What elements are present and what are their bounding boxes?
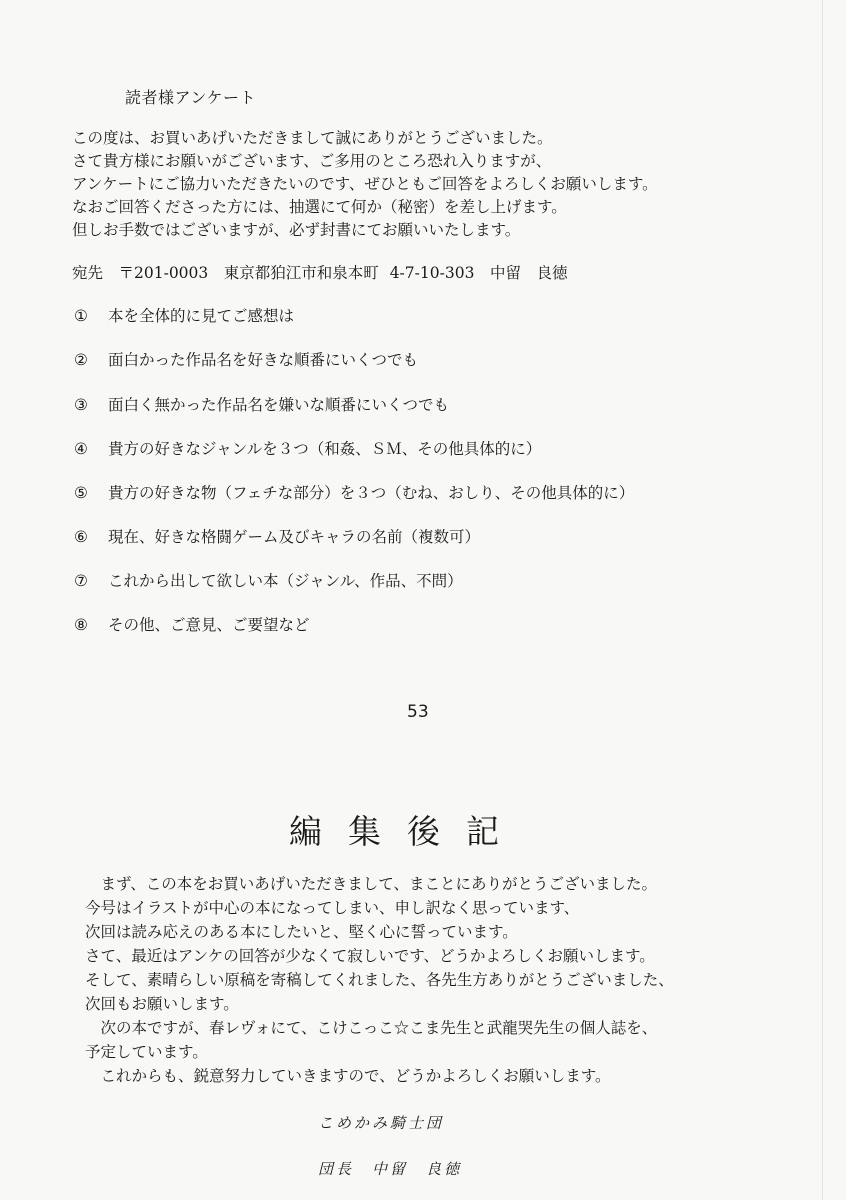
question-number: ② <box>74 351 88 369</box>
question-text: 現在、好きな格闘ゲーム及びキャラの名前（複数可） <box>108 528 481 546</box>
survey-intro <box>72 127 658 242</box>
page-number: 53 <box>407 702 429 722</box>
question-text: その他、ご意見、ご要望など <box>108 616 310 634</box>
question-item <box>74 348 418 370</box>
afterword-line: そして、素晴らしい原稿を寄稿してくれました、各先生方ありがとうございました、 <box>85 971 674 989</box>
question-item <box>74 525 480 547</box>
question-item <box>74 393 449 415</box>
signature-group: こめかみ騎士団 <box>318 1114 445 1132</box>
afterword-title: 編集後記 <box>289 812 525 851</box>
signature-name: 団長 中留 良徳 <box>318 1160 463 1178</box>
afterword-line: 予定しています。 <box>85 1043 208 1061</box>
mailing-address: 宛先 〒201-0003 東京都狛江市和泉本町 4-7-10-303 中留 良徳 <box>72 264 568 282</box>
question-item <box>74 437 541 459</box>
question-item <box>74 613 310 635</box>
question-number: ① <box>74 307 88 325</box>
question-number: ⑦ <box>74 572 88 590</box>
question-number: ④ <box>74 440 88 458</box>
question-number: ③ <box>74 396 88 414</box>
afterword-line: これからも、鋭意努力していきますので、どうかよろしくお願いします。 <box>85 1067 611 1085</box>
afterword-line: 次の本ですが、春レヴォにて、こけこっこ☆こま先生と武龍哭先生の個人誌を、 <box>85 1019 658 1037</box>
intro-line: さて貴方様にお願いがございます、ご多用のところ恐れ入りますが、 <box>72 152 552 170</box>
question-text: 面白かった作品名を好きな順番にいくつでも <box>108 351 419 369</box>
intro-line: アンケートにご協力いただきたいのです、ぜひともご回答をよろしくお願いします。 <box>72 175 658 193</box>
survey-title: 読者様アンケート <box>125 88 257 107</box>
afterword-line: 次回は読み応えのある本にしたいと、堅く心に誓っています。 <box>85 923 518 941</box>
afterword-line: 今号はイラストが中心の本になってしまい、申し訳なく思っています、 <box>85 899 580 917</box>
afterword-line: さて、最近はアンケの回答が少なくて寂しいです、どうかよろしくお願いします。 <box>85 947 655 965</box>
question-number: ⑧ <box>74 616 88 634</box>
afterword-body <box>85 872 674 1088</box>
question-item <box>74 569 463 591</box>
question-text: これから出して欲しい本（ジャンル、作品、不問） <box>108 572 463 590</box>
question-number: ⑥ <box>74 528 88 546</box>
question-number: ⑤ <box>74 484 88 502</box>
scan-edge-line <box>822 0 823 1200</box>
afterword-line: 次回もお願いします。 <box>85 995 239 1013</box>
intro-line: 但しお手数ではございますが、必ず封書にてお願いいたします。 <box>72 221 521 239</box>
intro-line: この度は、お買いあげいただきまして誠にありがとうございました。 <box>72 129 553 147</box>
intro-line: なおご回答くださった方には、抽選にて何か（秘密）を差し上げます。 <box>72 198 567 216</box>
question-text: 貴方の好きなジャンルを３つ（和姦、ＳＭ、その他具体的に） <box>108 440 542 458</box>
question-text: 面白く無かった作品名を嫌いな順番にいくつでも <box>108 396 450 414</box>
question-text: 貴方の好きな物（フェチな部分）を３つ（むね、おしり、その他具体的に） <box>108 484 635 502</box>
afterword-line: まず、この本をお買いあげいただきまして、まことにありがとうございました。 <box>85 875 657 893</box>
question-item <box>74 304 294 326</box>
question-item <box>74 481 634 503</box>
question-text: 本を全体的に見てご感想は <box>108 307 295 325</box>
